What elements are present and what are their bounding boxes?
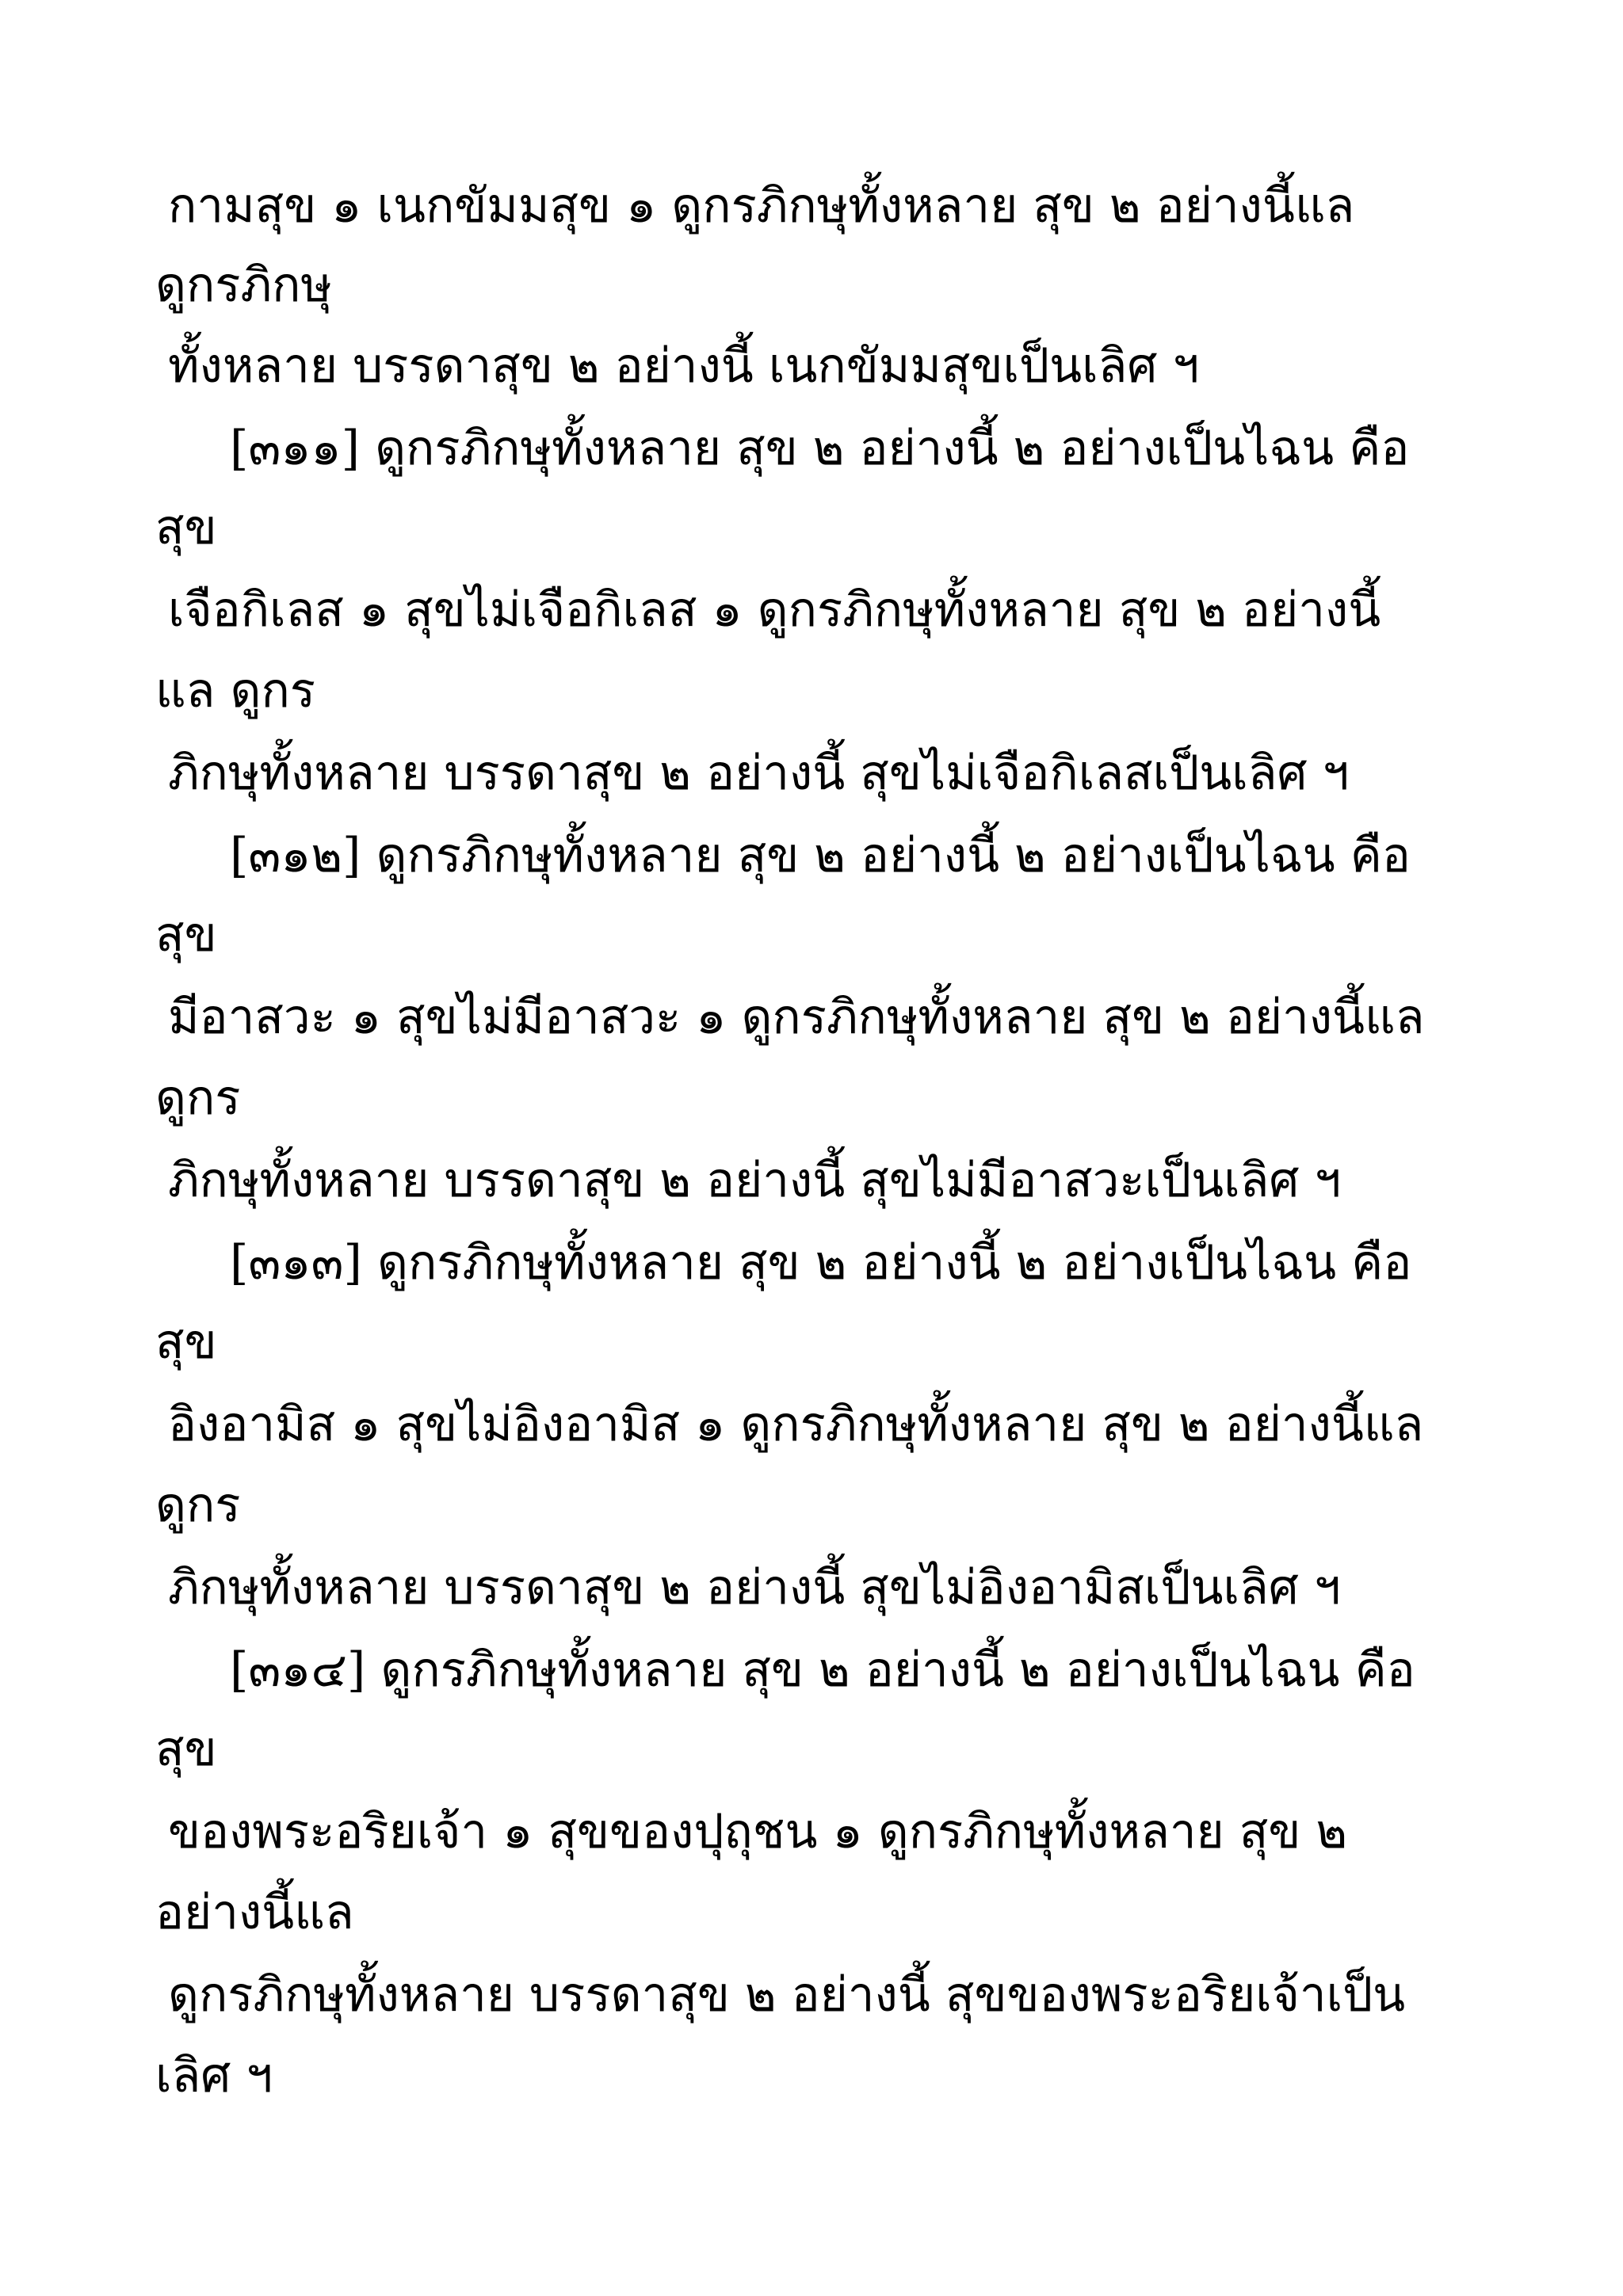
text-line: [๓๑๔] ดูกรภิกษุทั้งหลาย สุข ๒ อย่างนี้ ๒ อย่างเป็นไฉน คือ <box>230 1642 1415 1698</box>
text-line: เจือกิเลส ๑ สุขไม่เจือกิเลส ๑ ดูกรภิกษุทั้งหลาย สุข ๒ อย่างนี้ <box>168 582 1381 638</box>
text-line: ภิกษุทั้งหลาย บรรดาสุข ๒ อย่างนี้ สุขไม่อิงอามิสเป็นเลิศ ฯ <box>168 1560 1341 1615</box>
text-line: สุข <box>155 500 217 555</box>
text-line: อิงอามิส ๑ สุขไม่อิงอามิส ๑ ดูกรภิกษุทั้งหลาย สุข ๒ อย่างนี้แล <box>168 1397 1424 1452</box>
text-line: ภิกษุทั้งหลาย บรรดาสุข ๒ อย่างนี้ สุขไม่เจือกิเลสเป็นเลิศ ฯ <box>168 746 1350 801</box>
text-line: อย่างนี้แล <box>155 1885 354 1940</box>
text-line: สุข <box>155 907 217 963</box>
text-line: ดูกรภิกษุทั้งหลาย บรรดาสุข ๒ อย่างนี้ สุขของพระอริยเจ้าเป็น <box>168 1967 1406 2023</box>
text-line: ทั้งหลาย บรรดาสุข ๒ อย่างนี้ เนกขัมมสุขเป็นเลิศ ฯ <box>168 338 1200 394</box>
text-line: ดูกร <box>155 1070 241 1126</box>
text-line: ของพระอริยเจ้า ๑ สุขของปุถุชน ๑ ดูกรภิกษุทั้งหลาย สุข ๒ <box>168 1804 1348 1859</box>
text-line: [๓๑๒] ดูกรภิกษุทั้งหลาย สุข ๒ อย่างนี้ ๒ อย่างเป็นไฉน คือ <box>230 828 1411 883</box>
text-line: เลิศ ฯ <box>155 2048 273 2103</box>
text-line: มีอาสวะ ๑ สุขไม่มีอาสวะ ๑ ดูกรภิกษุทั้งหลาย สุข ๒ อย่างนี้แล <box>168 990 1425 1045</box>
text-line: ดูกรภิกษุ <box>155 257 332 313</box>
text-line: [๓๑๓] ดูกรภิกษุทั้งหลาย สุข ๒ อย่างนี้ ๒ อย่างเป็นไฉน คือ <box>230 1235 1412 1291</box>
text-line: ภิกษุทั้งหลาย บรรดาสุข ๒ อย่างนี้ สุขไม่มีอาสวะเป็นเลิศ ฯ <box>168 1153 1342 1208</box>
text-line: สุข <box>155 1314 217 1370</box>
text-line: สุข <box>155 1722 217 1777</box>
text-line: กามสุข ๑ เนกขัมมสุข ๑ ดูกรภิกษุทั้งหลาย สุข ๒ อย่างนี้แล <box>168 178 1355 234</box>
text-line: แล ดูกร <box>155 663 316 719</box>
text-line: ดูกร <box>155 1478 241 1533</box>
text-line: [๓๑๑] ดูกรภิกษุทั้งหลาย สุข ๒ อย่างนี้ ๒ อย่างเป็นไฉน คือ <box>230 421 1410 476</box>
